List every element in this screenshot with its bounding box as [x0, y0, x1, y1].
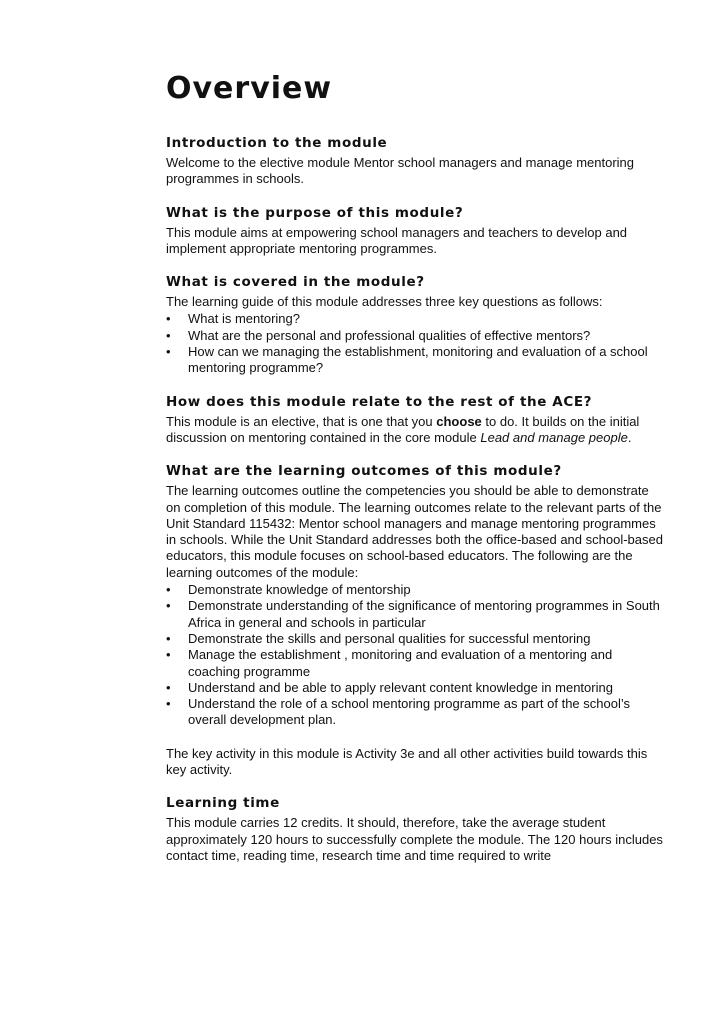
section-heading: What are the learning outcomes of this module? — [166, 463, 562, 480]
section-outcomes — [166, 463, 666, 778]
text-run: This module is an elective, that is one that you — [166, 413, 437, 429]
section-text: The learning outcomes outline the competencies you should be able to demonstrate on completion of this module. The learning outcomes relate to the relevant parts of the Unit Standard 115432: Mentor school managers and manage mentoring programmes in schools. While the Unit Standard addresses both the office-based and school-based educators, this module focuses on school-based educators. The following are the learning outcomes of the module: — [166, 483, 663, 580]
section-heading: Learning time — [166, 795, 280, 812]
section-heading: How does this module relate to the rest of the ACE? — [166, 393, 593, 410]
list-item: • Demonstrate the skills and personal qualities for successful mentoring — [166, 631, 666, 647]
section-coverage — [166, 274, 666, 376]
section-text — [166, 414, 666, 447]
list-item: • Understand and be able to apply relevant content knowledge in mentoring — [166, 680, 666, 696]
section-text: The key activity in this module is Activity 3e and all other activities build towards this key activity. — [166, 745, 648, 778]
list-item: • Demonstrate knowledge of mentorship — [166, 582, 666, 598]
section-relation — [166, 394, 666, 447]
bullet-list — [166, 311, 666, 376]
list-item: • Demonstrate understanding of the significance of mentoring programmes in South Africa in general and schools in particular — [166, 598, 666, 631]
list-item: • What is mentoring? — [166, 311, 666, 327]
section-purpose — [166, 205, 666, 258]
section-text: This module aims at empowering school managers and teachers to develop and implement appropriate mentoring programmes. — [166, 224, 628, 256]
list-item: • How can we managing the establishment, monitoring and evaluation of a school mentoring programme? — [166, 344, 666, 377]
module-title-italic: Lead and manage people — [480, 429, 628, 445]
section-heading: What is covered in the module? — [166, 274, 425, 291]
text-run: to do. It builds on the initial discussion on mentoring contained in the core module — [166, 413, 640, 445]
bullet-list — [166, 582, 666, 729]
page-title: Overview — [166, 71, 333, 106]
list-item: • Understand the role of a school mentoring programme as part of the school’s overall development plan. — [166, 696, 666, 729]
section-introduction — [166, 135, 666, 188]
document-page — [166, 72, 666, 881]
text-run: . — [627, 429, 632, 445]
section-heading: Introduction to the module — [166, 135, 388, 151]
emphasis-bold: choose — [436, 413, 482, 429]
section-text: Welcome to the elective module Mentor school managers and manage mentoring programmes in schools. — [166, 155, 635, 187]
section-text: This module carries 12 credits. It should, therefore, take the average student approximately 120 hours to successfully complete the module. The 120 hours includes contact time, reading time, research time and time required to write — [166, 815, 663, 863]
list-item: • What are the personal and professional qualities of effective mentors? — [166, 328, 666, 344]
section-learning-time — [166, 795, 666, 864]
section-text: The learning guide of this module addresses three key questions as follows: — [166, 294, 603, 310]
list-item: • Manage the establishment , monitoring and evaluation of a mentoring and coaching programme — [166, 647, 666, 680]
section-heading: What is the purpose of this module? — [166, 204, 464, 221]
